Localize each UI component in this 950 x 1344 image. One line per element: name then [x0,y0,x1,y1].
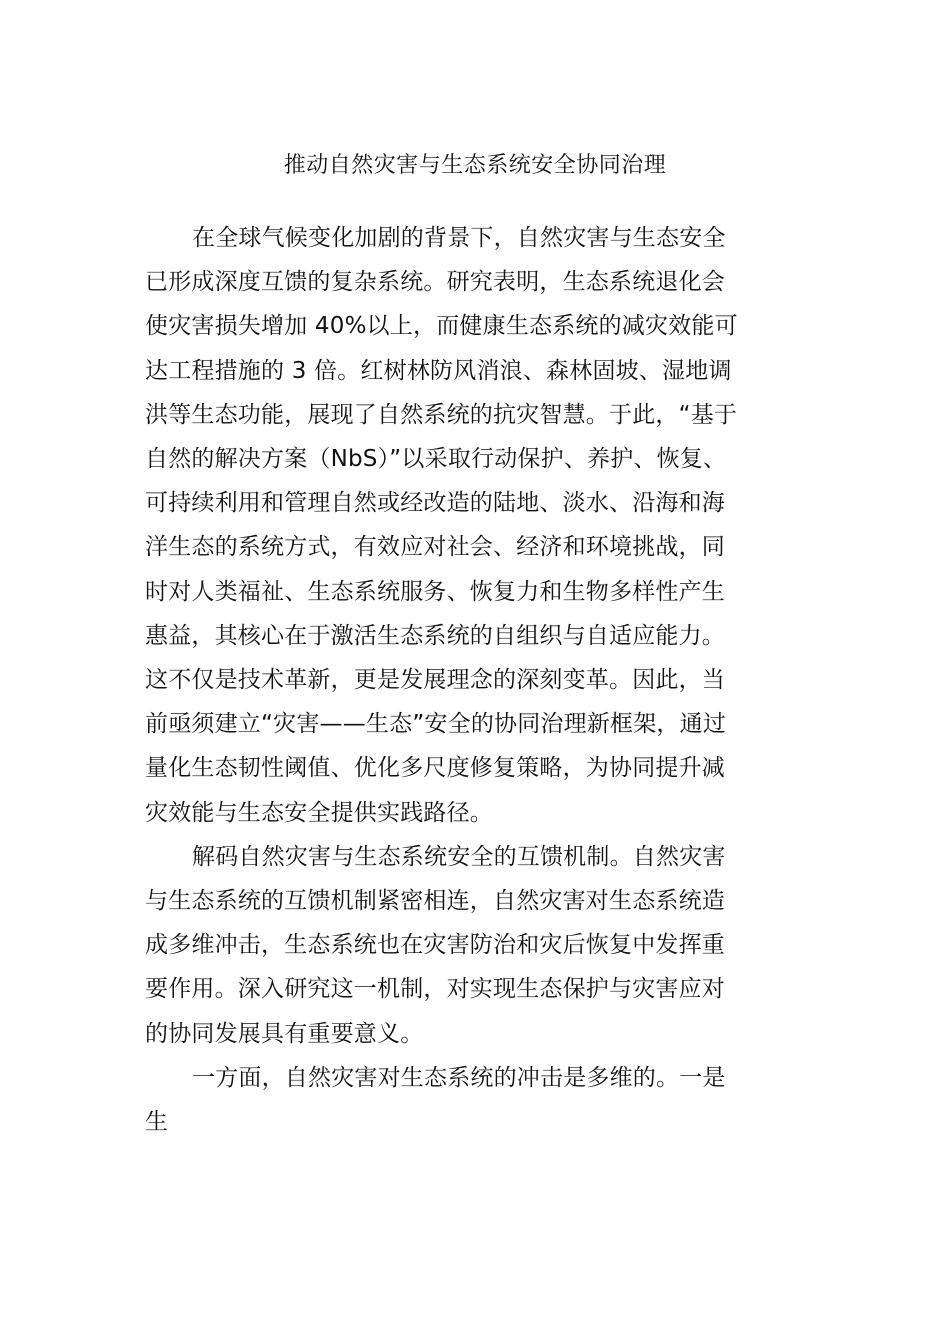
body-line: 这不仅是技术革新，更是发展理念的深刻变革。因此，当 [145,667,725,694]
document-title: 推动自然灾害与生态系统安全协同治理 [283,153,667,178]
body-line: 在全球气候变化加剧的背景下，自然灾害与生态安全 [192,225,726,251]
document-body [145,216,815,1144]
body-line: 要作用。深入研究这一机制，对实现生态保护与灾害应对 [145,976,725,1003]
body-line: 一方面，自然灾害对生态系统的冲击是多维的。一是 [192,1064,726,1091]
body-line: 洪等生态功能，展现了自然系统的抗灾智慧。于此，“基于 [145,401,738,428]
body-line: 达工程措施的 3 倍。红树林防风消浪、森林固坡、湿地调 [145,357,732,384]
body-line: 量化生态韧性阈值、优化多尺度修复策略，为协同提升减 [145,755,725,782]
body-line: 已形成深度互馈的复杂系统。研究表明，生态系统退化会 [145,269,725,296]
body-line: 惠益，其核心在于激活生态系统的自组织与自适应能力。 [145,622,725,649]
body-line: 可持续利用和管理自然或经改造的陆地、淡水、沿海和海 [145,490,725,517]
body-line: 生 [145,1109,169,1136]
body-line: 成多维冲击，生态系统也在灾害防治和灾后恢复中发挥重 [145,932,725,959]
body-line: 自然的解决方案（NbS）”以采取行动保护、养护、恢复、 [145,446,727,473]
body-line: 前亟须建立“灾害——生态”安全的协同治理新框架，通过 [145,711,727,738]
body-line: 时对人类福祉、生态系统服务、恢复力和生物多样性产生 [145,578,725,605]
body-line: 洋生态的系统方式，有效应对社会、经济和环境挑战，同 [145,534,725,561]
body-line: 的协同发展具有重要意义。 [145,1020,424,1047]
body-line: 灾效能与生态安全提供实践路径。 [145,799,493,826]
body-line: 使灾害损失增加 40%以上，而健康生态系统的减灾效能可 [145,313,738,340]
body-line: 与生态系统的互馈机制紧密相连，自然灾害对生态系统造 [145,888,725,915]
body-line: 解码自然灾害与生态系统安全的互馈机制。自然灾害 [192,843,726,870]
